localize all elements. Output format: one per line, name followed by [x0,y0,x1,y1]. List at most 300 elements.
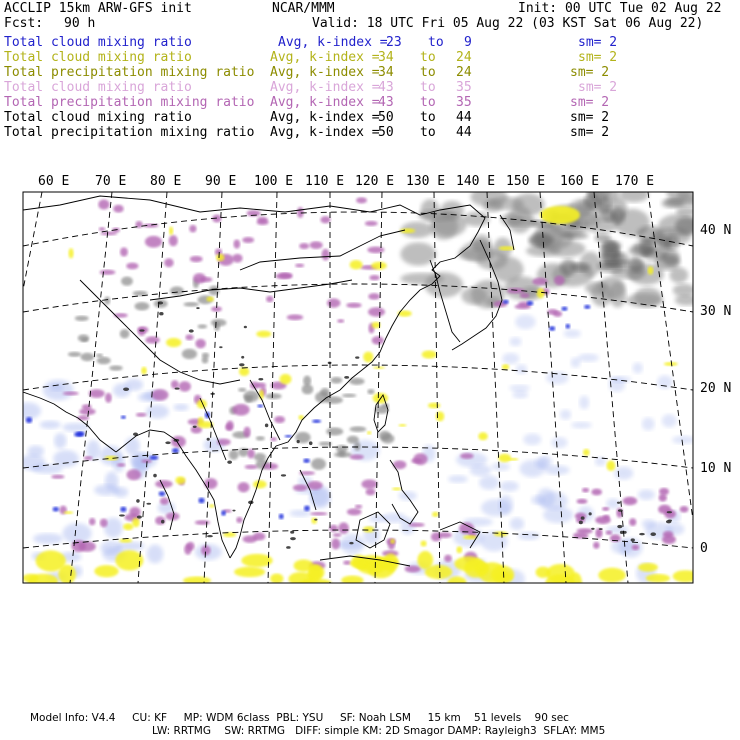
legend-field-row-5: Total precipitation mixing ratio [4,95,255,110]
cloud-light-area [470,465,492,477]
precip-purple-patch [242,237,254,243]
cloud-yellow-patch [123,523,133,530]
cloud-yellow-patch [198,417,204,424]
cloud-black-speck [119,514,125,516]
cloud-yellow-band [646,574,670,583]
legend-k-to-row-5: 35 [456,95,472,110]
lat-label-3: 20 N [700,381,732,396]
cloud-black-speck [193,426,197,428]
cloud-light-area [638,489,655,500]
cloud-black-speck [290,531,294,534]
cloud-black-speck [667,511,672,513]
precip-purple-patch [333,533,342,537]
precip-purple-patch [355,505,363,509]
cloud-yellow-band [491,565,514,583]
cloud-dark-plume [612,252,628,266]
cloud-gray-plume [433,213,467,236]
cloud-light-area [633,363,643,374]
cloud-black-speck [639,533,645,535]
legend-k-from-row-4: 43 [378,80,394,95]
cloud-yellow-patch [456,546,462,553]
precip-purple-patch [547,309,558,315]
cloud-dark-plume [662,199,685,209]
cloud-gray-patch [104,296,110,304]
cloud-deep-blue-speck [77,432,85,437]
lon-label-11: 160 E [560,174,600,189]
cloud-dark-plume [665,235,679,251]
cloud-black-speck [297,440,300,443]
cloud-black-speck [668,520,672,522]
cloud-yellow-band [23,574,39,583]
cloud-yellow-band [341,576,363,586]
precip-purple-patch [623,497,638,506]
cloud-black-speck [599,528,603,530]
cloud-light-area [33,533,63,544]
cloud-gray-patch [245,397,252,403]
cloud-light-area [571,422,592,429]
cloud-gray-patch [266,393,282,399]
precip-purple-patch [356,197,367,203]
precip-purple-patch [117,463,126,467]
cloud-yellow-band [545,575,574,590]
cloud-black-speck [165,441,170,444]
legend-avg-row-5: Avg, k-index = [270,95,380,110]
cloud-gray-patch [120,329,130,338]
cloud-gray-plume [673,284,695,297]
cloud-light-area [53,450,79,468]
precip-purple-patch [367,246,384,253]
legend-k-to-row-3: 24 [456,65,472,80]
cloud-light-area [560,409,571,419]
cloud-light-area [125,437,140,455]
cloud-black-speck [589,512,592,515]
cloud-black-speck [239,363,244,366]
cloud-black-speck [281,474,286,476]
legend-k-to-row-2: 24 [456,50,472,65]
precip-purple-patch [369,275,379,280]
precip-purple-patch [145,236,162,248]
precip-purple-patch [84,456,93,460]
cloud-gray-patch [202,353,209,358]
cloud-deep-blue-speck [279,514,284,520]
cloud-light-area [146,405,169,419]
precip-purple-patch [405,565,421,572]
cloud-yellow-band [425,565,452,579]
cloud-gray-patch [320,388,329,396]
cloud-yellow-patch [478,432,488,440]
legend-k-from-row-5: 43 [378,95,394,110]
precip-purple-patch [266,296,273,303]
cloud-black-speck [137,515,142,518]
legend-sm-row-3: sm= 2 [570,65,610,80]
cloud-gray-patch [354,442,360,451]
precip-purple-patch [680,506,689,513]
lat-label-1: 40 N [700,223,732,238]
cloud-gray-patch [135,302,150,311]
legend-avg-row-1: Avg, k-index = [278,35,388,50]
precip-purple-patch [136,413,147,417]
precip-purple-patch [164,258,174,267]
cloud-yellow-patch [209,504,214,508]
precip-purple-patch [350,454,364,459]
cloud-black-speck [232,510,235,512]
cloud-yellow-patch [68,248,73,258]
cloud-deep-blue-speck [257,404,263,407]
cloud-gray-patch [170,286,184,295]
cloud-deep-blue-speck [172,448,179,453]
cloud-black-speck [286,546,291,549]
precip-purple-patch [409,523,425,527]
cloud-yellow-patch [363,526,374,532]
precip-purple-patch [320,216,330,223]
cloud-light-area [515,315,535,330]
legend-to-row-1: to [428,35,444,50]
cloud-light-area [28,445,45,456]
legend-to-row-3: to [420,65,436,80]
legend-to-row-7: to [420,125,436,140]
lon-label-7: 120 E [355,174,395,189]
precip-purple-patch [79,408,95,415]
cloud-yellow-patch [363,352,373,363]
legend-k-to-row-4: 35 [456,80,472,95]
legend-to-row-6: to [420,110,436,125]
cloud-yellow-patch [398,310,412,316]
cloud-yellow-patch [537,288,545,298]
legend-avg-row-3: Avg, k-index = [270,65,380,80]
precip-purple-patch [245,465,258,469]
cloud-light-area [94,484,119,495]
precip-purple-patch [577,528,593,534]
cloud-gray-plume [591,282,612,306]
cloud-yellow-patch [169,226,173,235]
cloud-black-speck [244,326,247,329]
cloud-gray-patch [302,384,314,394]
legend-sm-row-5: sm= 2 [570,95,610,110]
precip-purple-patch [100,232,117,236]
cloud-black-speck [159,312,163,315]
cloud-dark-plume [655,254,680,270]
precip-purple-patch [126,263,138,270]
cloud-light-area [518,532,540,541]
cloud-light-area [173,404,188,411]
precip-purple-patch [659,494,667,502]
lon-label-4: 90 E [205,174,237,189]
cloud-yellow-band [300,579,331,587]
cloud-light-area [510,517,524,530]
cloud-yellow-patch [499,246,515,250]
cloud-deep-blue-speck [198,498,204,504]
precip-purple-patch [287,314,303,320]
precip-purple-patch [195,339,205,348]
cloud-light-area [500,481,519,491]
cloud-deep-blue-speck [121,415,126,419]
cloud-light-area [479,475,499,489]
cloud-dark-plume [560,259,576,276]
cloud-yellow-patch [239,367,249,376]
cloud-gray-plume [461,242,496,262]
latitude-labels [700,223,731,556]
cloud-gray-patch [184,302,199,307]
precip-purple-patch [274,416,285,423]
cloud-yellow-patch [206,297,213,302]
legend-field-row-1: Total cloud mixing ratio [4,35,192,50]
precip-purple-patch [232,404,249,416]
cloud-deep-blue-speck [26,417,32,423]
lon-label-3: 80 E [150,174,182,189]
forecast-hours: 90 h [64,16,96,31]
legend-k-from-row-7: 50 [378,125,394,140]
precip-purple-patch [233,239,240,248]
precip-purple-patch [606,530,613,534]
precip-purple-patch [138,328,145,337]
legend-sm-row-7: sm= 2 [570,125,610,140]
cloud-yellow-patch [166,338,181,347]
cloud-yellow-patch [502,364,509,370]
cloud-gray-patch [97,357,111,365]
legend-sm-row-2: sm= 2 [578,50,618,65]
precip-purple-patch [225,424,232,431]
precip-purple-patch [361,479,377,488]
precip-purple-patch [204,478,217,489]
precip-purple-patch [179,381,191,391]
cloud-dark-plume [584,193,600,210]
cloud-gray-plume [463,212,489,227]
cloud-yellow-patch [367,431,371,434]
legend-k-from-row-2: 34 [378,50,394,65]
longitude-labels [38,174,654,189]
precip-purple-patch [629,518,636,526]
precip-purple-patch [310,512,327,516]
precip-purple-patch [238,482,250,492]
legend-avg-row-6: Avg, k-index = [270,110,380,125]
precip-purple-patch [257,217,268,223]
precip-purple-patch [79,541,96,551]
cloud-deep-blue-speck [303,458,310,463]
legend-sm-row-4: sm= 2 [578,80,618,95]
cloud-light-area [147,545,164,564]
precip-purple-patch [337,319,344,323]
precip-purple-patch [171,436,186,448]
cloud-black-speck [196,307,199,309]
precip-purple-patch [365,221,378,226]
cloud-gray-patch [350,426,367,432]
precip-purple-patch [310,241,323,249]
precip-purple-patch [299,243,309,249]
precip-purple-patch [663,531,674,538]
cloud-light-area [509,337,521,346]
legend-field-row-3: Total precipitation mixing ratio [4,65,255,80]
precip-purple-patch [100,270,116,275]
precip-purple-patch [343,561,351,565]
cloud-gray-patch [81,338,88,342]
cloud-light-area [383,513,406,523]
legend-field-row-6: Total cloud mixing ratio [4,110,192,125]
cloud-light-area [578,353,599,362]
precip-purple-patch [338,522,349,533]
cloud-black-speck [650,532,656,536]
center-name: NCAR/MMM [272,1,335,16]
precip-purple-patch [190,256,203,262]
lat-label-2: 30 N [700,304,732,319]
valid-time: Valid: 18 UTC Fri 05 Aug 22 (03 KST Sat 06 Aug 22) [312,16,704,31]
precip-purple-patch [236,517,243,523]
precip-purple-patch [89,389,105,398]
precip-purple-patch [98,199,109,209]
precip-purple-patch [247,449,254,459]
cloud-yellow-patch [280,374,292,384]
cloud-gray-plume [609,282,626,308]
cloud-light-area [54,433,67,449]
cloud-gray-patch [81,353,95,361]
precip-purple-patch [368,293,380,300]
cloud-yellow-patch [421,540,427,546]
precip-purple-patch [279,273,292,279]
cloud-yellow-patch [372,322,381,329]
cloud-yellow-patch [422,350,437,358]
legend-avg-row-2: Avg, k-index = [270,50,380,65]
cloud-black-speck [139,329,144,331]
cloud-black-speck [241,356,244,359]
cloud-yellow-band [115,550,143,570]
precip-purple-patch [444,555,452,562]
cloud-yellow-patch [390,539,395,544]
cloud-yellow-band [234,567,265,578]
cloud-yellow-band [383,554,398,572]
cloud-deep-blue-speck [549,326,555,331]
precip-purple-patch [243,427,250,438]
cloud-yellow-patch [259,390,264,400]
precip-purple-patch [105,393,112,403]
cloud-deep-blue-speck [285,435,293,438]
precip-purple-patch [372,336,384,345]
cloud-light-area [642,417,655,430]
legend-to-row-4: to [420,80,436,95]
cloud-yellow-band [454,556,482,571]
precip-purple-patch [460,453,473,459]
cloud-black-speck [591,528,594,530]
cloud-light-area [523,434,541,446]
precip-purple-patch [532,278,547,286]
cloud-yellow-patch [392,487,402,490]
cloud-dark-plume [629,245,656,256]
legend-k-from-row-3: 34 [378,65,394,80]
lon-label-12: 170 E [615,174,655,189]
cloud-black-speck [258,378,263,380]
cloud-black-speck [207,535,213,537]
cloud-yellow-band [94,565,118,577]
cloud-light-area [509,385,530,392]
cloud-light-area [539,456,552,469]
legend-k-to-row-1: 9 [464,35,472,50]
legend-field-row-4: Total cloud mixing ratio [4,80,192,95]
cloud-light-area [571,357,581,367]
precip-purple-patch [89,518,96,525]
cloud-yellow-patch [428,403,440,409]
cloud-black-speck [617,502,620,504]
precip-purple-patch [327,298,341,307]
cloud-yellow-patch [664,362,678,366]
map-area [15,181,705,593]
cloud-gray-patch [109,365,122,370]
precip-purple-patch [593,542,600,549]
precip-purple-patch [591,489,602,496]
cloud-yellow-patch [63,511,73,514]
cloud-gray-plume [470,187,507,206]
precip-purple-patch [152,389,169,401]
precip-purple-patch [582,488,589,493]
cloud-yellow-patch [175,476,185,484]
cloud-deep-blue-speck [566,324,571,329]
precip-purple-patch [63,392,79,396]
cloud-gray-patch [68,352,81,357]
legend-k-from-row-6: 50 [378,110,394,125]
cloud-dark-plume [561,232,589,239]
cloud-yellow-band [448,576,467,588]
precip-purple-patch [520,293,530,298]
cloud-yellow-band [36,550,66,571]
precip-purple-patch [413,453,427,465]
precip-purple-patch [77,416,89,421]
legend-avg-row-4: Avg, k-index = [270,80,380,95]
precip-purple-patch [438,532,452,538]
cloud-gray-plume [670,267,689,283]
cloud-light-area [537,488,555,508]
legend-k-from-row-1: 23 [386,35,402,50]
precip-purple-patch [51,475,64,479]
lon-label-1: 60 E [38,174,70,189]
cloud-black-speck [153,474,157,478]
precip-purple-patch [595,516,610,524]
cloud-black-speck [581,516,585,519]
cloud-gray-patch [229,450,239,460]
forecast-label: Fcst: [4,16,44,31]
cloud-black-speck [219,346,222,348]
cloud-dark-plume [675,217,699,234]
cloud-gray-patch [338,450,345,456]
precip-purple-patch [160,497,169,504]
cloud-light-area [502,353,519,364]
legend-field-row-7: Total precipitation mixing ratio [4,125,255,140]
cloud-light-area [15,402,41,419]
cloud-black-speck [290,537,296,540]
precip-purple-patch [129,507,140,517]
legend-sm-row-6: sm= 2 [570,110,610,125]
precip-purple-patch [120,247,128,256]
cloud-yellow-patch [583,449,590,456]
lon-label-6: 110 E [305,174,345,189]
precip-purple-patch [366,488,376,495]
precip-purple-patch [199,277,212,282]
cloud-deep-blue-speck [584,305,590,309]
cloud-light-area [579,396,589,410]
precip-purple-patch [329,525,338,532]
cloud-dark-plume [601,210,617,222]
precip-purple-patch [554,275,565,285]
cloud-dark-plume [637,226,664,243]
cloud-black-speck [344,376,349,379]
cloud-gray-patch [326,427,343,435]
lat-label-4: 10 N [700,461,732,476]
precip-purple-patch [576,499,587,504]
precip-purple-patch [347,508,362,515]
legend-avg-row-7: Avg, k-index = [270,125,380,140]
lon-label-8: 130 E [406,174,446,189]
cloud-black-speck [175,388,180,390]
cloud-deep-blue-speck [527,301,534,306]
cloud-deep-blue-speck [159,491,166,496]
lat-label-5: 0 [700,541,708,556]
precip-purple-patch [189,225,196,233]
